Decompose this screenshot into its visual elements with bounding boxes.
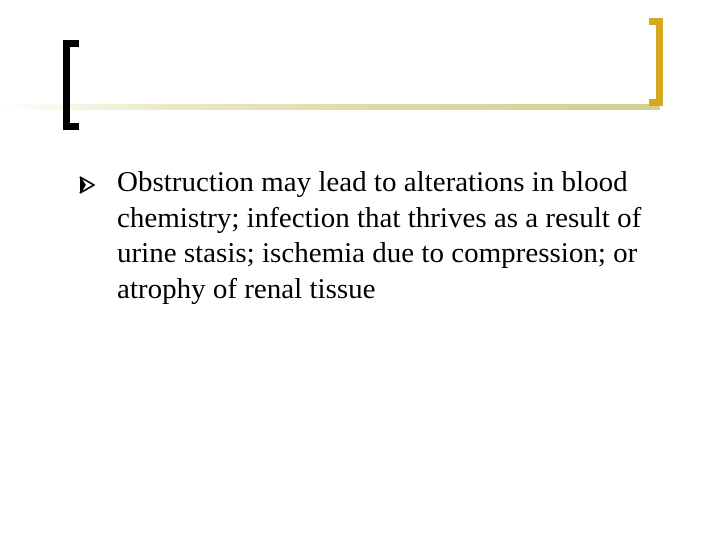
right-bracket-top: [649, 18, 663, 25]
left-bracket-top: [63, 40, 79, 47]
right-bracket-stem: [656, 18, 663, 106]
arrow-bullet-icon: [79, 176, 95, 194]
left-bracket-stem: [63, 40, 70, 130]
right-bracket-bottom: [649, 99, 663, 106]
bullet-text: Obstruction may lead to alterations in blood chemistry; infection that thrives as a result of urine stasis; ischemia due to compression; or atrophy of renal tissue: [117, 166, 642, 305]
left-bracket-bottom: [63, 123, 79, 130]
title-band: [0, 104, 660, 110]
